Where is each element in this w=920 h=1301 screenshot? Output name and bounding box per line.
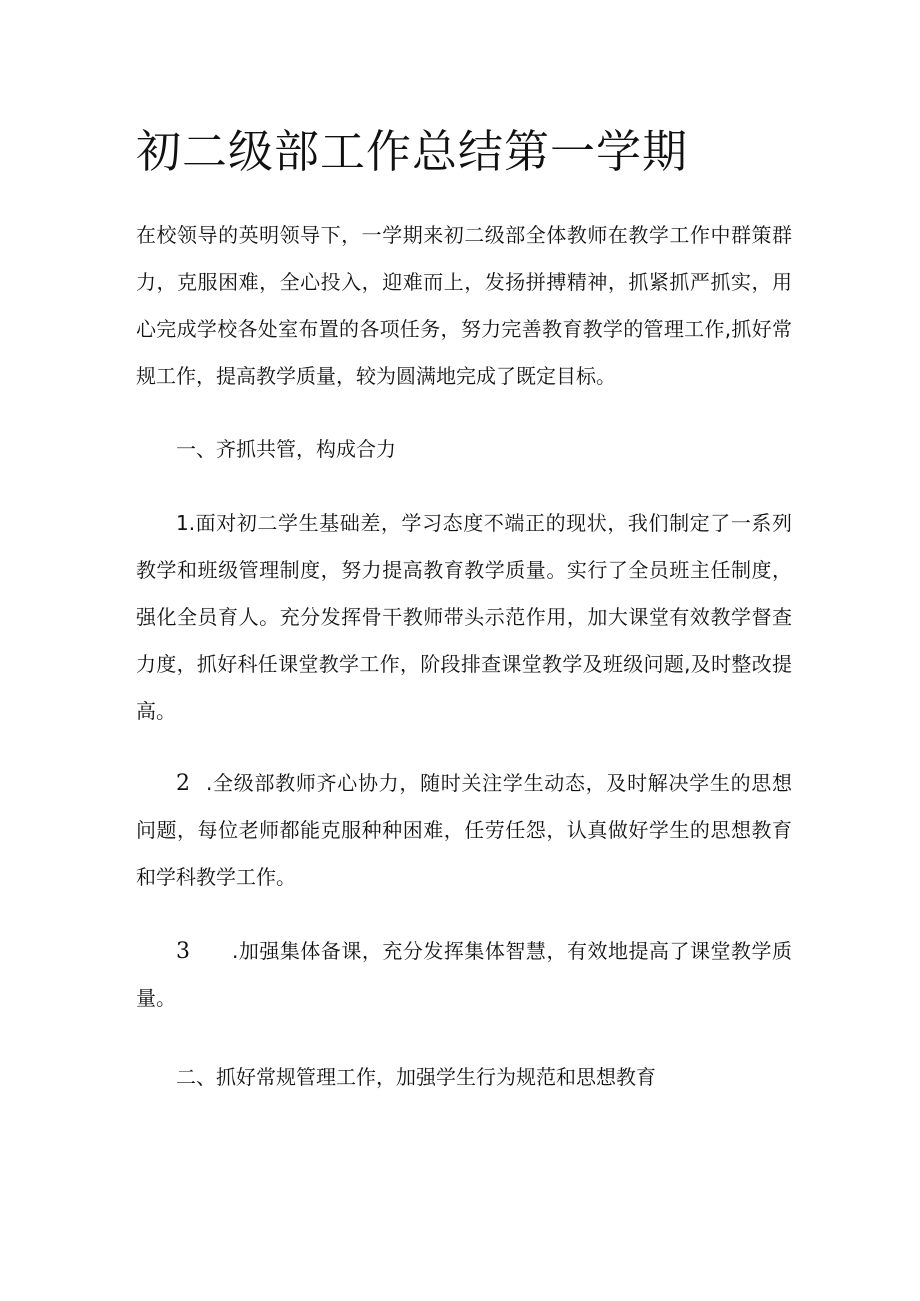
item-1-paragraph: 1.面对初二学生基础差，学习态度不端正的现状，我们制定了一系列教学和班级管理制度，努力提高教育教学质量。实行了全员班主任制度，强化全员育人。充分发挥骨干教师带头示范作用，加大课堂有效教学督查力度，抓好科任课堂教学工作，阶段排查课堂教学及班级问题,及时整改提高。 [136,511,792,723]
item-3-paragraph [136,928,792,1022]
section-heading-2: 二、抓好常规管理工作，加强学生行为规范和思想教育 [176,1065,656,1089]
item-3-number: 3 [176,939,190,964]
item-3-text: .加强集体备课，充分发挥集体智慧，有效地提高了课堂教学质量。 [136,939,792,1010]
item-2-text: .全级部教师齐心协力，随时关注学生动态，及时解决学生的思想问题，每位老师都能克服种种困难，任劳任怨，认真做好学生的思想教育和学科教学工作。 [136,771,792,889]
intro-paragraph: 在校领导的英明领导下，一学期来初二级部全体教师在教学工作中群策群力，克服困难，全心投入，迎难而上，发扬拼搏精神，抓紧抓严抓实，用心完成学校各处室布置的各项任务，努力完善教育教学的管理工作,抓好常规工作，提高教学质量，较为圆满地完成了既定目标。 [136,223,792,388]
item-2-number: 2 [176,771,190,796]
item-2-paragraph [136,760,792,901]
document-title: 初二级部工作总结第一学期 [136,125,689,178]
section-heading-1: 一、齐抓共管，构成合力 [176,437,396,461]
